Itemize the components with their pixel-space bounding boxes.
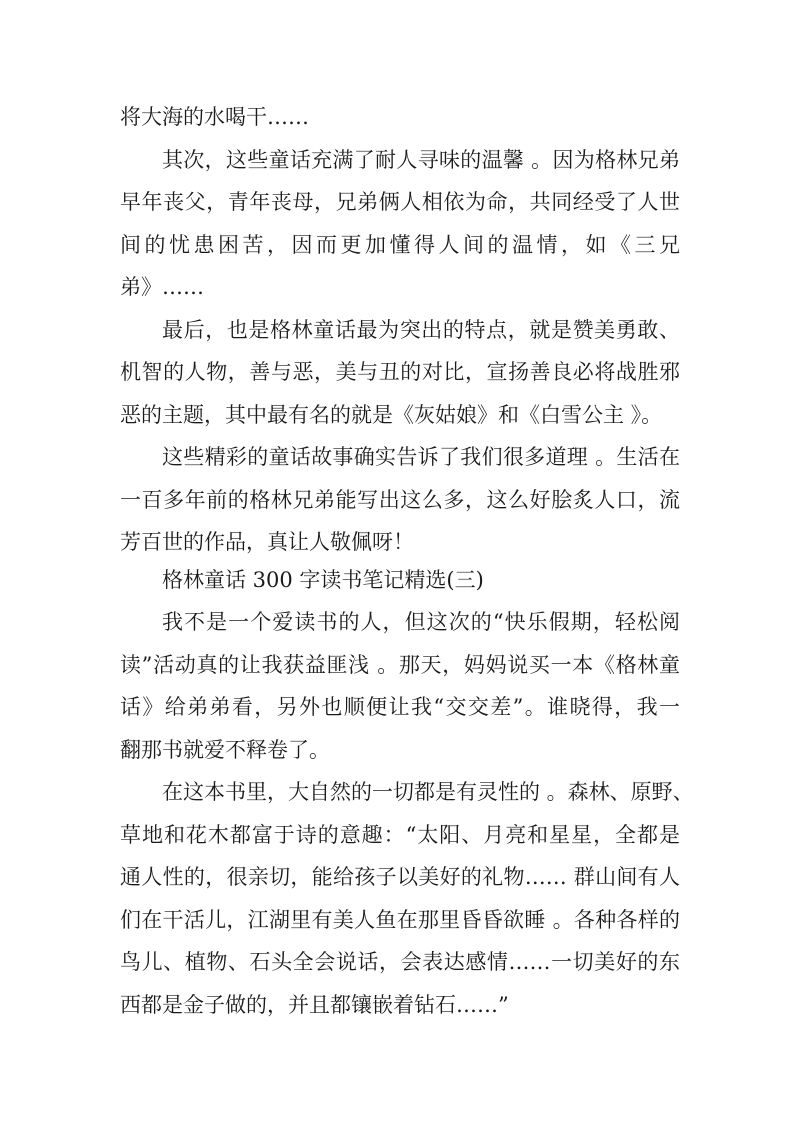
paragraph-start-line: 我不是一个爱读书的人，但这次的“快乐假期，轻松阅 [162,610,680,634]
text-line: 读”活动真的让我获益匪浅 。那天，妈妈说买一本《格林童 [120,653,680,677]
text-line: 芳百世的作品，真让人敬佩呀！ [120,530,414,554]
paragraph-start-line: 这些精彩的童话故事确实告诉了我们很多道理 。生活在 [162,445,680,469]
paragraph-start-line: 最后，也是格林童话最为突出的特点，就是赞美勇敢、 [162,318,680,342]
text-line: 通人性的，很亲切，能给孩子以美好的礼物…… 群山间有人 [120,865,680,889]
text-line: 一百多年前的格林兄弟能写出这么多，这么好脍炙人口，流 [120,488,680,512]
text-line: 西都是金子做的，并且都镶嵌着钻石……” [120,993,509,1017]
text-line: 间的忧患困苦，因而更加懂得人间的温情，如《三兄 [120,233,680,257]
text-line: 早年丧父，青年丧母，兄弟俩人相依为命，共同经受了人世 [120,190,680,214]
text-line: 机智的人物，善与恶，美与丑的对比，宣扬善良必将战胜邪 [120,360,680,384]
paragraph-start-line: 其次，这些童话充满了耐人寻味的温馨 。因为格林兄弟 [162,148,680,172]
section-heading: 格林童话 300 字读书笔记精选(三) [162,568,484,592]
text-line: 将大海的水喝干…… [120,105,309,129]
text-line: 鸟儿、植物、石头全会说话，会表达感情……一切美好的东 [120,950,680,974]
text-line: 翻那书就爱不释卷了。 [120,738,330,762]
paragraph-start-line: 在这本书里，大自然的一切都是有灵性的 。森林、原野、 [162,780,694,804]
text-line: 草地和花木都富于诗的意趣：“太阳、月亮和星星，全都是 [120,823,680,847]
text-line: 恶的主题，其中最有名的就是《灰姑娘》和《白雪公主 》。 [120,403,663,427]
text-line: 弟》…… [120,275,204,299]
text-line: 话》给弟弟看，另外也顺便让我“交交差”。谁晓得，我一 [120,695,680,719]
text-line: 们在干活儿，江湖里有美人鱼在那里昏昏欲睡 。各种各样的 [120,908,680,932]
